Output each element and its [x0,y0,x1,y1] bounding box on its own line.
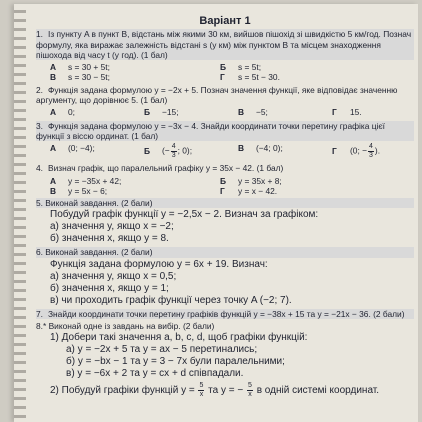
question-8-part-2: 2) Побудуй графіки функцій y = $\frac{5}{x}$ та y = − $\frac{5}{x}$ в одній системі координат. [50,382,380,399]
question-8-part-1: 1) Добери такі значення a, b, c, d, щоб графіки функцій: [50,332,308,344]
question-4-text: Визнач графік, що паралельний графіку y = 35x − 42. (1 бал) [48,163,284,174]
worksheet-content [36,4,414,399]
question-4 [36,163,414,173]
question-8-line: в) y = −6x + 2 та y = cx + d співпадали. [66,368,244,380]
worksheet-page [14,4,418,422]
question-4-options [36,176,414,197]
question-1-text: Із пункту A в пункт B, відстань між якими 30 км, вийшов пішохід зі швидкістю 5 км/год. Познач формулу, яка виражає залежність відстані s (у км) між пунктом B та місцем знаходження пішохода від часу t (у год). (1 бал) [36,29,412,60]
question-5-heading: 5. Виконай завдання. (2 бали) [36,198,414,208]
q1-option-c[interactable]: В s = 30 − 5t; [50,72,110,83]
variant-title: Варіант 1 [199,15,251,27]
q4-option-a[interactable]: А y = −35x + 42; [50,175,122,186]
fraction: $\frac{4}{3}$ [171,143,176,160]
question-7 [36,309,414,319]
question-5-line: б) значення x, якщо y = 8. [50,233,169,245]
question-5-body [36,209,414,245]
question-1-number: 1. [36,29,43,40]
q1-option-b[interactable]: Б s = 5t; [220,62,262,73]
q3-option-b[interactable]: Б (− $\frac{4}{3}$ ; 0); [144,143,193,160]
q3-option-a[interactable]: А (0; −4); [50,143,95,154]
question-6-line: б) значення x, якщо y = 1; [50,282,169,294]
question-3-number: 3. [36,120,43,131]
question-8-heading: 8.* Виконай одне із завдань на вибір. (2 бали) [36,321,215,332]
q3-option-c[interactable]: В (−4; 0); [238,143,283,154]
q1-option-d[interactable]: Г s = 5t − 30. [220,72,280,83]
question-6-line: а) значення y, якщо x = 0,5; [50,270,177,282]
q2-option-c[interactable]: В −5; [238,107,268,118]
question-2-text: Функція задана формулою y = −2x + 5. Познач значення функції, яке відповідає значенню аргументу, що дорівнює 5. (1 бал) [36,84,398,106]
question-1 [36,29,414,60]
question-7-text: Знайди координати точки перетину графіків функцій y = −38x + 15 та y = −21x − 36. (2 бали) [48,308,405,319]
q4-option-b[interactable]: Б y = 35x + 8; [220,175,282,186]
question-6-line: Функція задана формулою y = 6x + 19. Визнач: [50,258,268,270]
question-6-heading: 6. Виконай завдання. (2 бали) [36,247,414,257]
fraction: $\frac{5}{x}$ [199,382,204,399]
question-6-body [36,259,414,307]
question-2-number: 2. [36,84,43,95]
question-3 [36,121,414,142]
question-8-line: а) y = −2x + 5 та y = ax − 5 перетинались; [66,344,258,356]
question-2 [36,85,414,106]
question-6-line: в) чи проходить графік функції через точку A (−2; 7). [50,294,292,306]
q1-option-a[interactable]: А s = 30 + 5t; [50,62,110,73]
q4-option-d[interactable]: Г y = x − 42. [220,185,278,196]
q2-option-a[interactable]: А 0; [50,107,75,118]
q3-option-d[interactable]: Г (0; − $\frac{4}{3}$ ). [332,143,381,160]
q2-option-b[interactable]: Б −15; [144,107,179,118]
question-4-number: 4. [36,163,43,174]
question-8-body [36,332,414,399]
question-5-line: Побудуй графік функції y = −2,5x − 2. Визнач за графіком: [50,209,319,221]
question-3-options [36,143,414,160]
question-2-options [36,107,414,117]
question-8-line: б) y = −bx − 1 та y = 3 − 7x були паралельними; [66,356,285,368]
fraction: $\frac{4}{3}$ [369,143,373,160]
q2-option-d[interactable]: Г 15. [332,107,362,118]
question-3-text: Функція задана формулою y = −3x − 4. Знайди координати точки перетину графіка цієї функції з віссю ординат. (1 бал) [36,120,385,141]
fraction: $\frac{5}{x}$ [248,382,252,399]
spiral-binding [14,10,26,422]
question-7-number: 7. [36,308,43,319]
question-1-options [36,62,414,83]
question-5-line: а) значення y, якщо x = −2; [50,221,174,233]
q4-option-c[interactable]: В y = 5x − 6; [50,185,108,196]
